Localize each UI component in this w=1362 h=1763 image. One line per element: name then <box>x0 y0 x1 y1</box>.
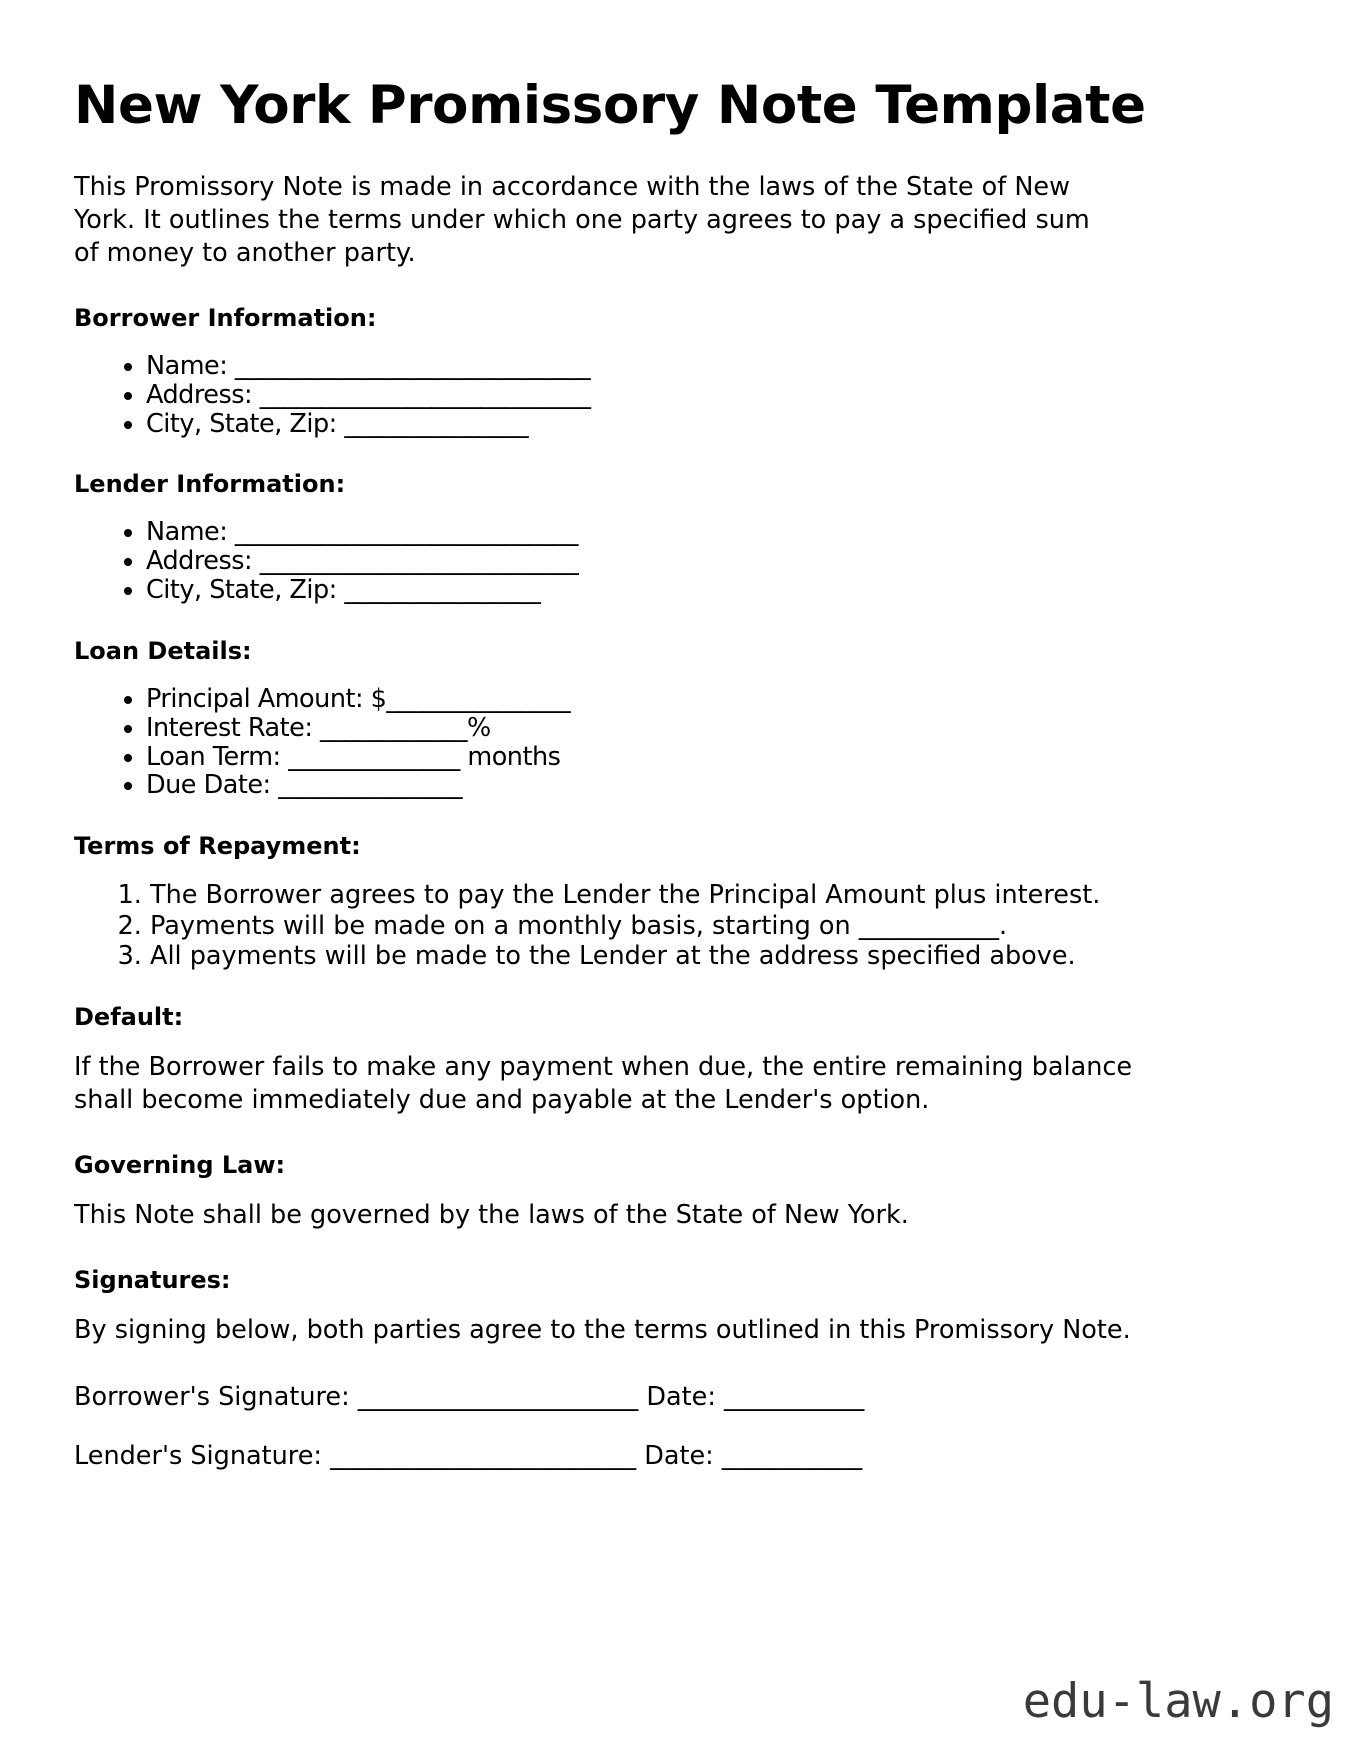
page-title: New York Promissory Note Template <box>74 75 1146 136</box>
borrower-field-address: Address: ___________________________ <box>146 379 591 410</box>
list-item: 1. The Borrower agrees to pay the Lender the Principal Amount plus interest. <box>150 880 1230 910</box>
section-heading-default: Default: <box>74 1003 184 1032</box>
list-item <box>146 714 1230 743</box>
signature-block <box>74 1381 1230 1473</box>
list-item <box>146 381 1230 410</box>
loan-details-fields-list <box>74 685 1230 800</box>
section-heading-lender-information: Lender Information: <box>74 470 346 499</box>
list-item <box>146 518 1230 547</box>
list-item <box>146 576 1230 605</box>
signatures-paragraph: By signing below, both parties agree to the terms outlined in this Promissory Note. <box>74 1314 1131 1345</box>
lender-field-city-state-zip: City, State, Zip: ________________ <box>146 575 541 606</box>
list-item <box>146 352 1230 381</box>
list-item <box>146 685 1230 714</box>
section-heading-borrower-information: Borrower Information: <box>74 304 377 333</box>
list-item <box>146 410 1230 439</box>
terms-of-repayment-list <box>74 880 1230 971</box>
borrower-field-name: Name: _____________________________ <box>146 351 591 382</box>
lender-signature-line: Lender's Signature: ________________________ Date: ___________ <box>74 1440 863 1471</box>
governing-law-paragraph: This Note shall be governed by the laws of the State of New York. <box>74 1199 909 1230</box>
lender-fields-list <box>74 518 1230 604</box>
loan-field-principal-amount: Principal Amount: $_______________ <box>146 683 571 714</box>
list-item <box>146 771 1230 800</box>
list-item: 2. Payments will be made on a monthly basis, starting on ___________. <box>150 911 1230 941</box>
list-item <box>146 547 1230 576</box>
borrower-field-city-state-zip: City, State, Zip: _______________ <box>146 408 529 439</box>
borrower-fields-list <box>74 352 1230 438</box>
loan-field-due-date: Due Date: _______________ <box>146 770 462 801</box>
section-heading-governing-law: Governing Law: <box>74 1150 286 1179</box>
loan-field-interest-rate: Interest Rate: ____________% <box>146 712 491 743</box>
site-watermark: edu-law.org <box>1022 1674 1334 1729</box>
lender-field-address: Address: __________________________ <box>146 546 579 577</box>
section-heading-terms-of-repayment: Terms of Repayment: <box>74 832 361 861</box>
section-heading-signatures: Signatures: <box>74 1265 231 1294</box>
loan-field-loan-term: Loan Term: ______________ months <box>146 741 561 772</box>
borrower-signature-line: Borrower's Signature: ______________________ Date: ___________ <box>74 1381 865 1412</box>
intro-paragraph: This Promissory Note is made in accordance with the laws of the State of New York. It outlines the terms under which one party agrees to pay a specified sum of money to another party. <box>74 172 1090 269</box>
lender-field-name: Name: ____________________________ <box>146 517 578 548</box>
list-item: 3. All payments will be made to the Lender at the address specified above. <box>150 941 1230 971</box>
section-heading-loan-details: Loan Details: <box>74 636 252 665</box>
default-paragraph: If the Borrower fails to make any payment when due, the entire remaining balance shall become immediately due and payable at the Lender's option. <box>74 1052 1133 1116</box>
list-item <box>146 743 1230 772</box>
